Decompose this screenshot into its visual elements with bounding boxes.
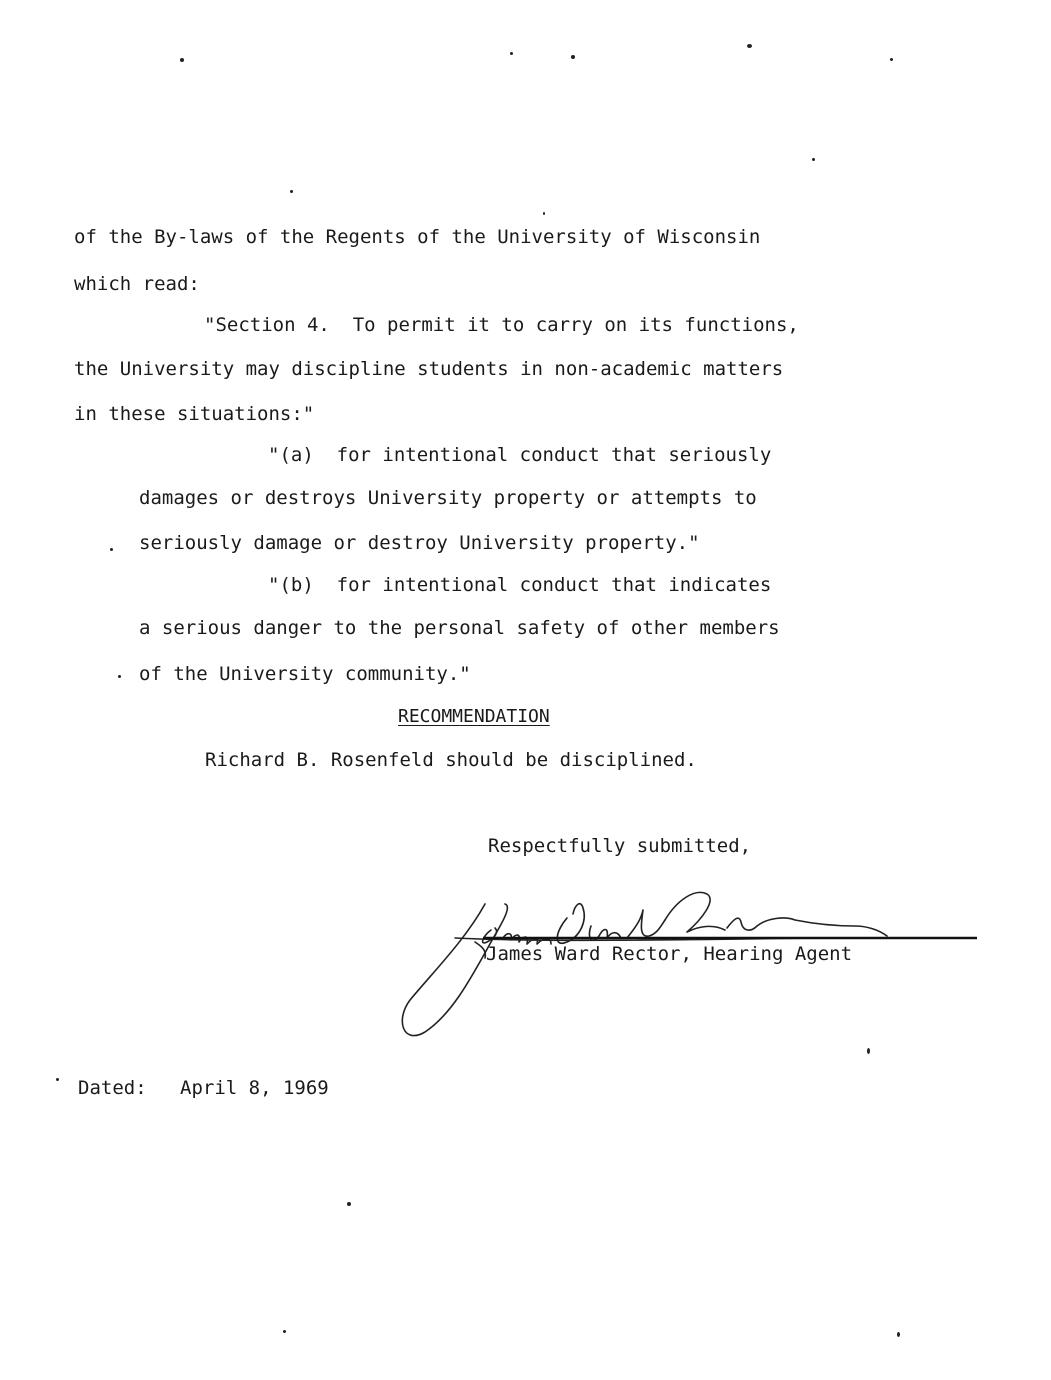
scan-speck <box>110 548 113 551</box>
dated-label: Dated: <box>78 1077 147 1099</box>
dated-value: April 8, 1969 <box>180 1077 329 1099</box>
scan-speck <box>867 1048 870 1054</box>
intro-line-2: which read: <box>74 273 200 295</box>
section-line-1: "Section 4. To permit it to carry on its functions, <box>204 314 799 336</box>
scan-speck <box>571 55 575 59</box>
signer-name: James Ward Rector, Hearing Agent <box>486 943 853 965</box>
item-a-line-1: "(a) for intentional conduct that seriously <box>268 444 772 466</box>
scan-speck <box>747 44 752 48</box>
scan-speck <box>543 212 545 215</box>
scan-speck <box>890 58 893 61</box>
scan-speck <box>812 158 815 161</box>
section-line-3: in these situations:" <box>74 403 315 425</box>
scan-speck <box>56 1078 59 1081</box>
scan-speck <box>180 58 184 62</box>
recommendation-text: Richard B. Rosenfeld should be disciplined. <box>205 749 697 771</box>
section-line-2: the University may discipline students in non-academic matters <box>74 358 784 380</box>
item-b-line-3: of the University community." <box>139 663 471 685</box>
scan-speck <box>290 190 293 193</box>
item-a-line-3: seriously damage or destroy University property." <box>139 532 700 554</box>
scan-speck <box>283 1330 286 1333</box>
scan-speck <box>510 52 513 55</box>
item-a-line-2: damages or destroys University property or attempts to <box>139 487 757 509</box>
item-b-line-1: "(b) for intentional conduct that indicates <box>268 574 772 596</box>
scan-speck <box>897 1332 900 1337</box>
recommendation-heading: RECOMMENDATION <box>398 706 550 727</box>
scan-speck <box>347 1202 351 1206</box>
item-b-line-2: a serious danger to the personal safety of other members <box>139 617 780 639</box>
scan-speck <box>118 675 121 678</box>
intro-line-1: of the By-laws of the Regents of the University of Wisconsin <box>74 226 761 248</box>
closing: Respectfully submitted, <box>488 835 752 857</box>
